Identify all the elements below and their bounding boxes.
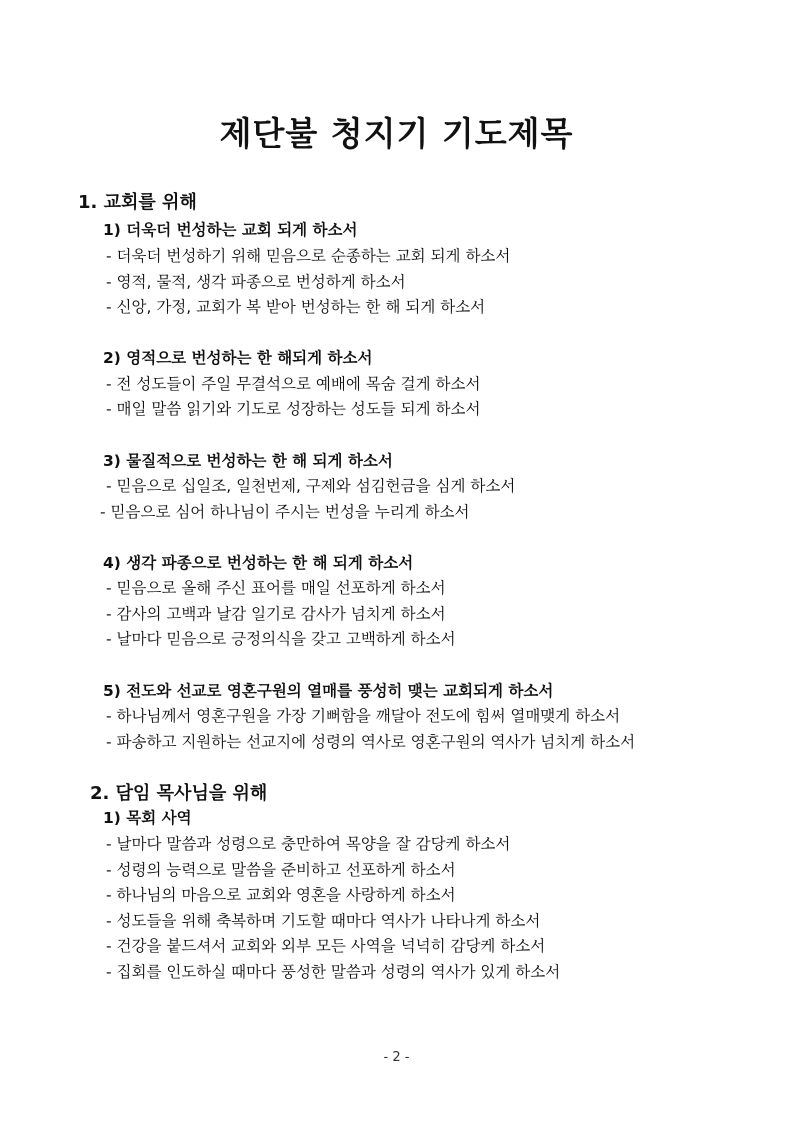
subsection-heading: 1) 더욱더 번성하는 교회 되게 하소서 xyxy=(103,221,358,239)
subsection-heading: 3) 물질적으로 번성하는 한 해 되게 하소서 xyxy=(103,452,393,470)
prayer-item: - 믿음으로 심어 하나님이 주시는 번성을 누리게 하소서 xyxy=(100,503,470,521)
subsection-heading: 5) 전도와 선교로 영혼구원의 열매를 풍성히 맺는 교회되게 하소서 xyxy=(103,682,554,700)
subsection-heading: 2) 영적으로 번성하는 한 해되게 하소서 xyxy=(103,349,373,367)
prayer-item: - 하나님의 마음으로 교회와 영혼을 사랑하게 하소서 xyxy=(106,886,456,904)
prayer-item: - 하나님께서 영혼구원을 가장 기뻐함을 깨달아 전도에 힘써 열매맺게 하소서 xyxy=(106,707,621,725)
prayer-item: - 파송하고 지원하는 선교지에 성령의 역사로 영혼구원의 역사가 넘치게 하소서 xyxy=(106,733,636,751)
prayer-item: - 믿음으로 올해 주신 표어를 매일 선포하게 하소서 xyxy=(106,579,446,597)
prayer-item: - 믿음으로 십일조, 일천번제, 구제와 섬김헌금을 심게 하소서 xyxy=(106,477,516,495)
prayer-item: - 영적, 물적, 생각 파종으로 번성하게 하소서 xyxy=(106,273,406,291)
section-heading-church: 1. 교회를 위해 xyxy=(78,192,197,213)
prayer-item: - 더욱더 번성하기 위해 믿음으로 순종하는 교회 되게 하소서 xyxy=(106,247,511,265)
subsection-heading: 1) 목회 사역 xyxy=(103,809,192,827)
prayer-item: - 신앙, 가정, 교회가 복 받아 번성하는 한 해 되게 하소서 xyxy=(106,298,486,316)
prayer-item: - 매일 말씀 읽기와 기도로 성장하는 성도들 되게 하소서 xyxy=(106,400,481,418)
prayer-item: - 성도들을 위해 축복하며 기도할 때마다 역사가 나타나게 하소서 xyxy=(106,912,541,930)
prayer-item: - 건강을 붙드셔서 교회와 외부 모든 사역을 넉넉히 감당케 하소서 xyxy=(106,937,546,955)
page-number: - 2 - xyxy=(383,1050,410,1065)
prayer-item: - 감사의 고백과 날감 일기로 감사가 넘치게 하소서 xyxy=(106,605,446,623)
prayer-item: - 날마다 말씀과 성령으로 충만하여 목양을 잘 감당케 하소서 xyxy=(106,835,511,853)
subsection-heading: 4) 생각 파종으로 번성하는 한 해 되게 하소서 xyxy=(103,554,414,572)
prayer-item: - 성령의 능력으로 말씀을 준비하고 선포하게 하소서 xyxy=(106,861,456,879)
prayer-item: - 전 성도들이 주일 무결석으로 예배에 목숨 걸게 하소서 xyxy=(106,375,481,393)
page-title: 제단불 청지기 기도제목 xyxy=(219,114,574,153)
prayer-item: - 날마다 믿음으로 긍정의식을 갖고 고백하게 하소서 xyxy=(106,630,456,648)
prayer-item: - 집회를 인도하실 때마다 풍성한 말씀과 성령의 역사가 있게 하소서 xyxy=(106,963,561,981)
section-heading-pastor: 2. 담임 목사님을 위해 xyxy=(90,783,268,804)
